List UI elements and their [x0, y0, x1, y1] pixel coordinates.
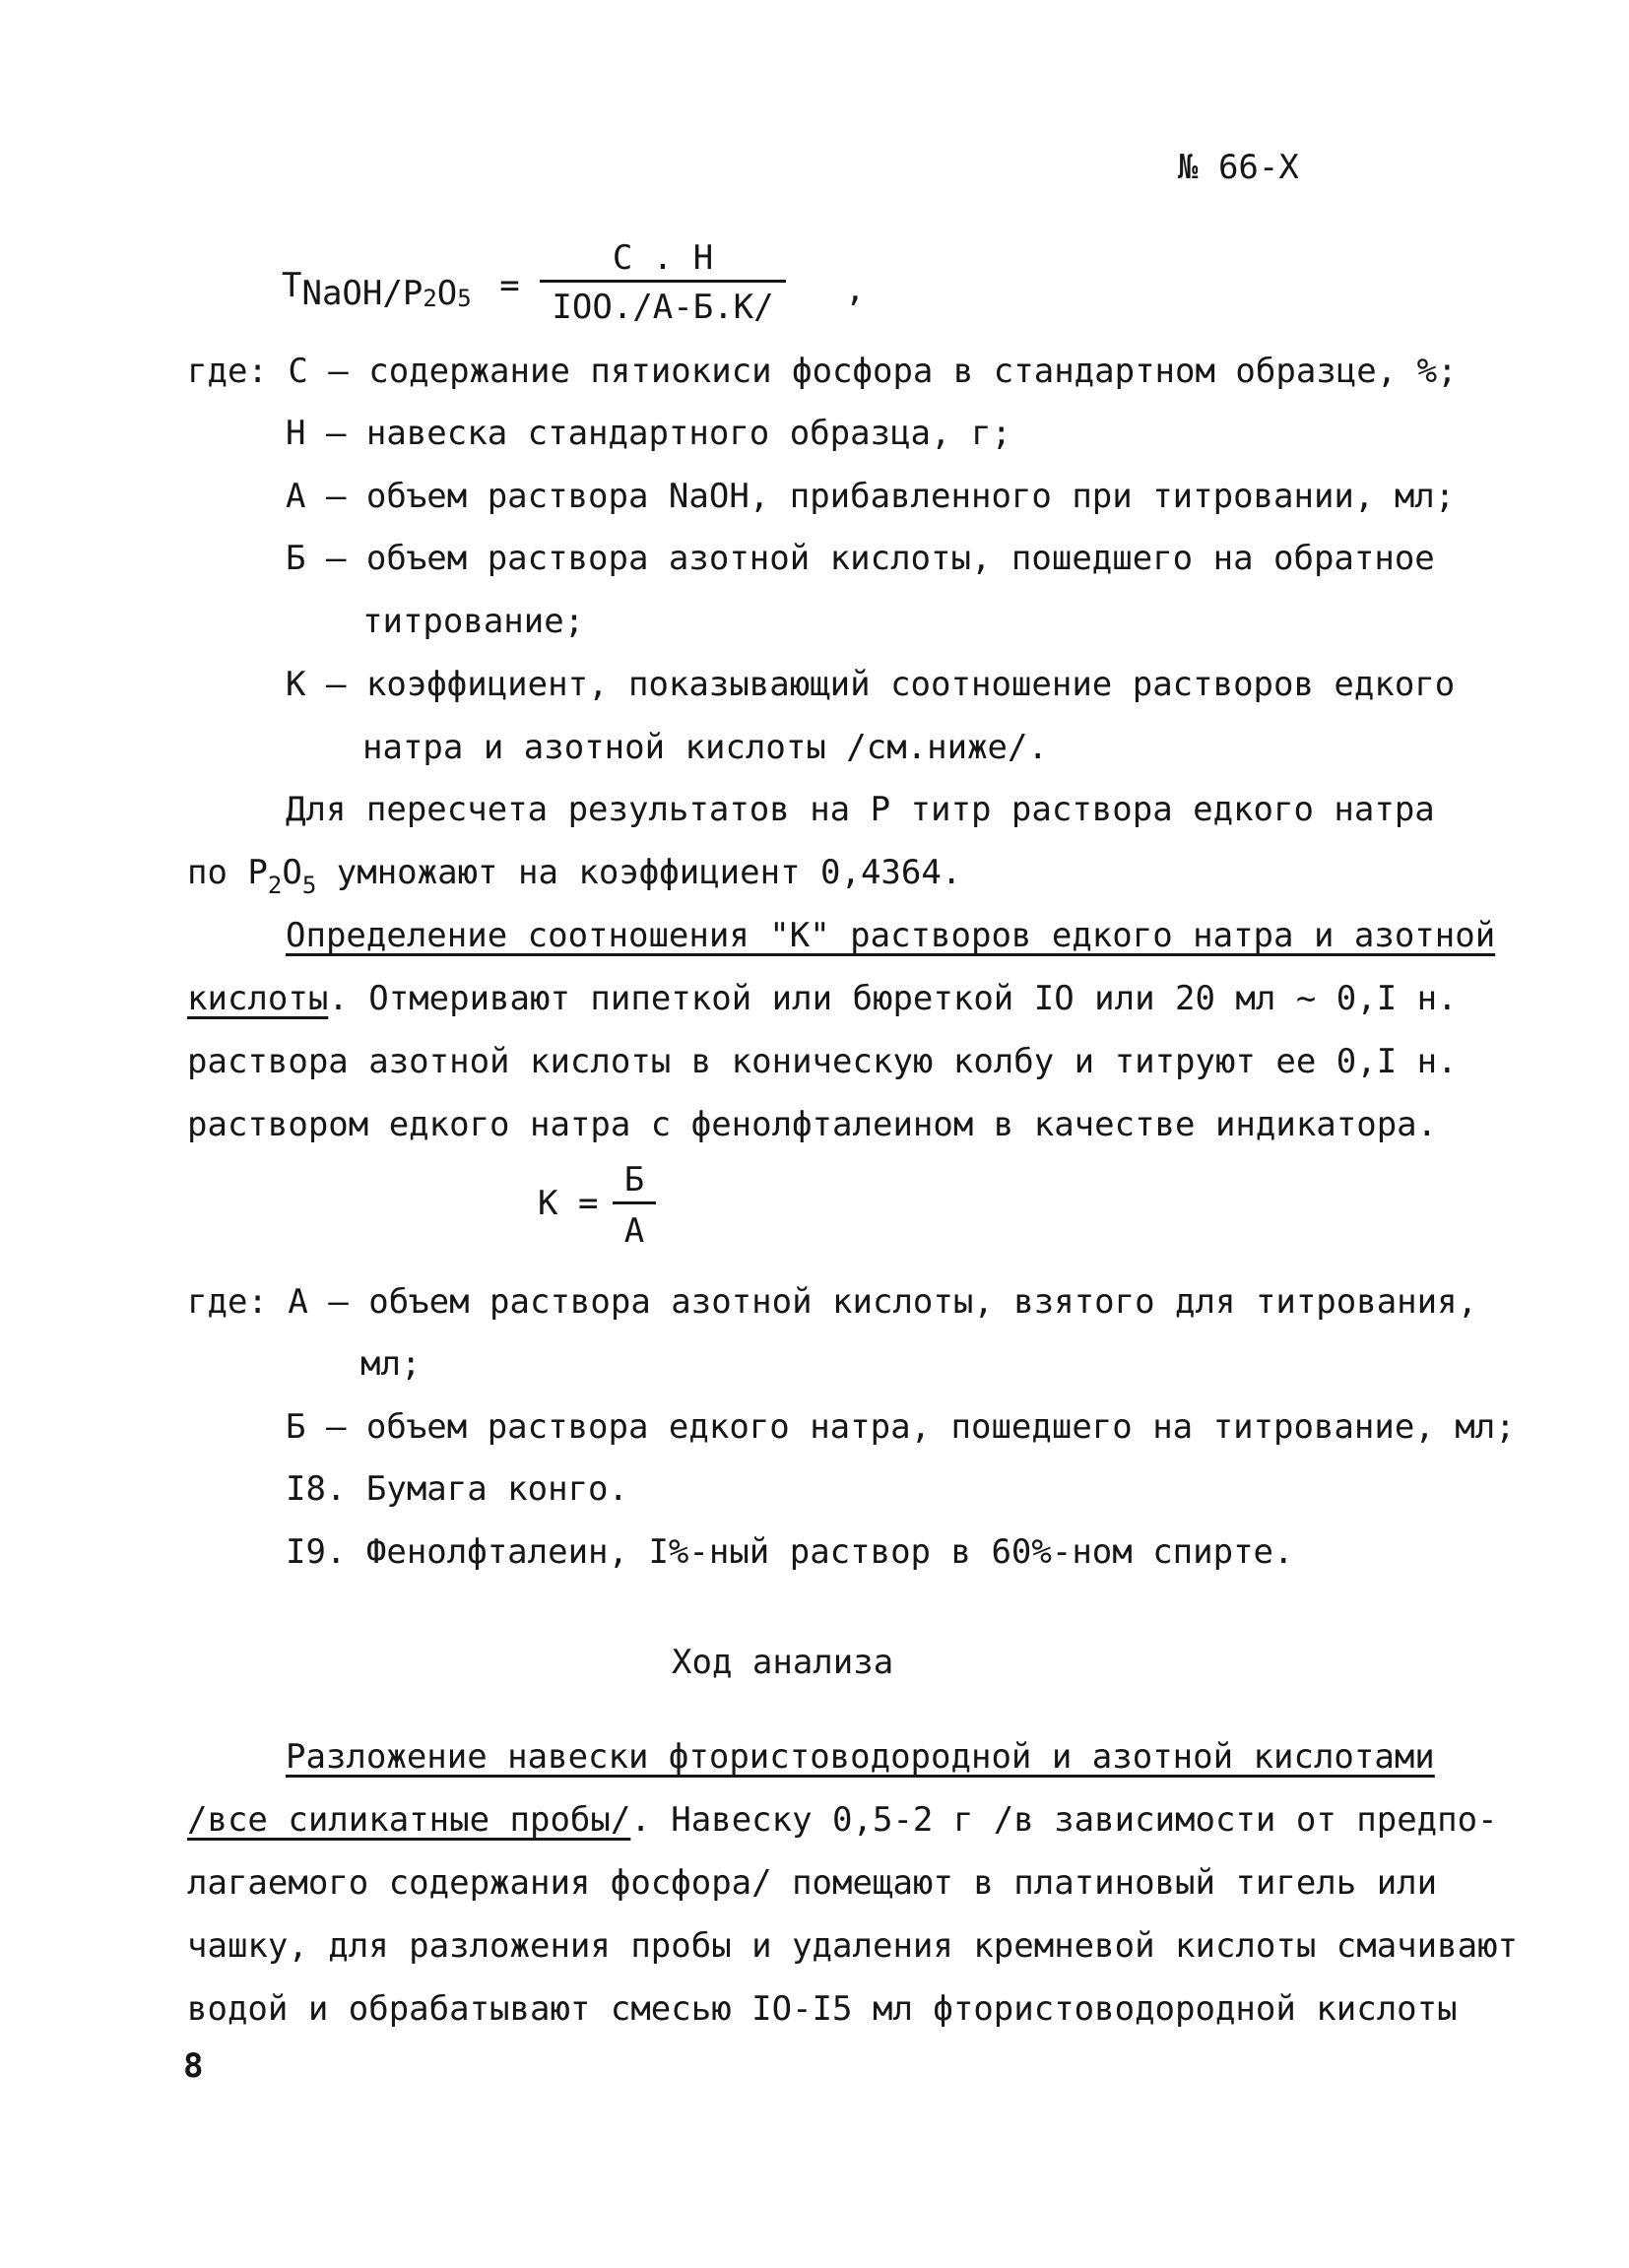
- formula-titer-sub2: 5: [457, 285, 472, 312]
- formula-titer-numerator: С . Н: [612, 238, 714, 278]
- analysis-heading: Разложение навески фтористоводородной и азотной кислотами: [286, 1737, 1435, 1777]
- recalc-sub1: 2: [267, 872, 283, 899]
- formula-titer-t: T: [282, 266, 302, 305]
- reagent-19: I9. Фенолфталеин, I%-ный раствор в 60%-ном спирте.: [286, 1532, 1294, 1572]
- formula-titer-sub1: 2: [423, 285, 437, 312]
- legend1-item-h: Н – навеска стандартного образца, г;: [286, 414, 1011, 453]
- formula-ratio-denominator: А: [623, 1211, 645, 1251]
- recalc-p: по Р: [187, 853, 268, 892]
- ratio-heading-cont: кислоты: [187, 979, 329, 1018]
- recalc-line-1: Для пересчета результатов на Р титр раствора едкого натра: [286, 790, 1435, 829]
- formula-ratio-numerator: Б: [623, 1160, 645, 1199]
- formula-ratio-lhs: К =: [538, 1184, 599, 1223]
- legend1-item-k: К – коэффициент, показывающий соотношение растворов едкого: [286, 665, 1456, 704]
- recalc-sub2: 5: [301, 872, 317, 899]
- formula-titer-fraction-bar: [540, 280, 786, 283]
- analysis-line-4: водой и обрабатывают смесью IO-I5 мл фтористоводородной кислоты: [187, 1989, 1458, 2029]
- legend1-item-b-cont: титрование;: [362, 602, 585, 641]
- legend1-prefix: где:: [187, 352, 289, 391]
- analysis-line-1: [187, 1798, 1498, 1842]
- recalc-line-2: [187, 851, 961, 897]
- legend1-item-a: А – объем раствора NaOH, прибавленного при титровании, мл;: [286, 477, 1456, 516]
- ratio-line-3: раствором едкого натра с фенолфталеином в качестве индикатора.: [187, 1105, 1438, 1144]
- formula-ratio-fraction-bar: [613, 1201, 656, 1204]
- analysis-title: Ход анализа: [672, 1643, 894, 1682]
- legend2-item-a: где: А – объем раствора азотной кислоты, взятого для титрования,: [187, 1282, 1478, 1322]
- legend1-item-b: Б – объем раствора азотной кислоты, пошедшего на обратное: [286, 539, 1435, 578]
- recalc-rest: умножают на коэффициент 0,4364.: [316, 853, 962, 892]
- formula-titer-denominator: IOO./А-Б.К/: [552, 288, 774, 327]
- analysis-line-2: лагаемого содержания фосфора/ помещают в платиновый тигель или: [187, 1863, 1438, 1903]
- reagent-18: I8. Бумага конго.: [286, 1469, 628, 1509]
- recalc-o: О: [282, 853, 302, 892]
- legend2-item-a-cont: мл;: [360, 1344, 422, 1384]
- legend2-item-b: Б – объем раствора едкого натра, пошедшего на титрование, мл;: [286, 1407, 1516, 1447]
- ratio-line-1-text: . Отмеривают пипеткой или бюреткой IO или 20 мл ~ 0,I н.: [328, 979, 1458, 1018]
- analysis-heading-cont: /все силикатные пробы/: [187, 1800, 631, 1840]
- legend1-item-c-text: С – содержание пятиокиси фосфора в стандартном образце, %;: [288, 352, 1458, 391]
- formula-titer-lhs: [282, 264, 520, 313]
- legend1-item-c: [187, 350, 1458, 393]
- formula-titer-naoh: NaOH/P: [301, 274, 424, 313]
- page-number: 8: [183, 2046, 204, 2086]
- ratio-line-2: раствора азотной кислоты в коническую колбу и титруют ее 0,I н.: [187, 1042, 1458, 1081]
- formula-titer-equals: =: [499, 266, 520, 305]
- formula-titer-comma: ,: [845, 270, 866, 309]
- analysis-line-3: чашку, для разложения пробы и удаления кремневой кислоты смачивают: [187, 1926, 1519, 1966]
- ratio-heading: Определение соотношения "К" растворов едкого натра и азотной: [286, 916, 1496, 955]
- legend1-item-k-cont: натра и азотной кислоты /см.ниже/.: [362, 728, 1048, 767]
- formula-titer-o: O: [436, 274, 458, 313]
- analysis-line-1-text: . Навеску 0,5-2 г /в зависимости от предпо-: [630, 1800, 1498, 1840]
- ratio-line-1: [187, 977, 1458, 1020]
- document-number: № 66-Х: [1178, 148, 1299, 187]
